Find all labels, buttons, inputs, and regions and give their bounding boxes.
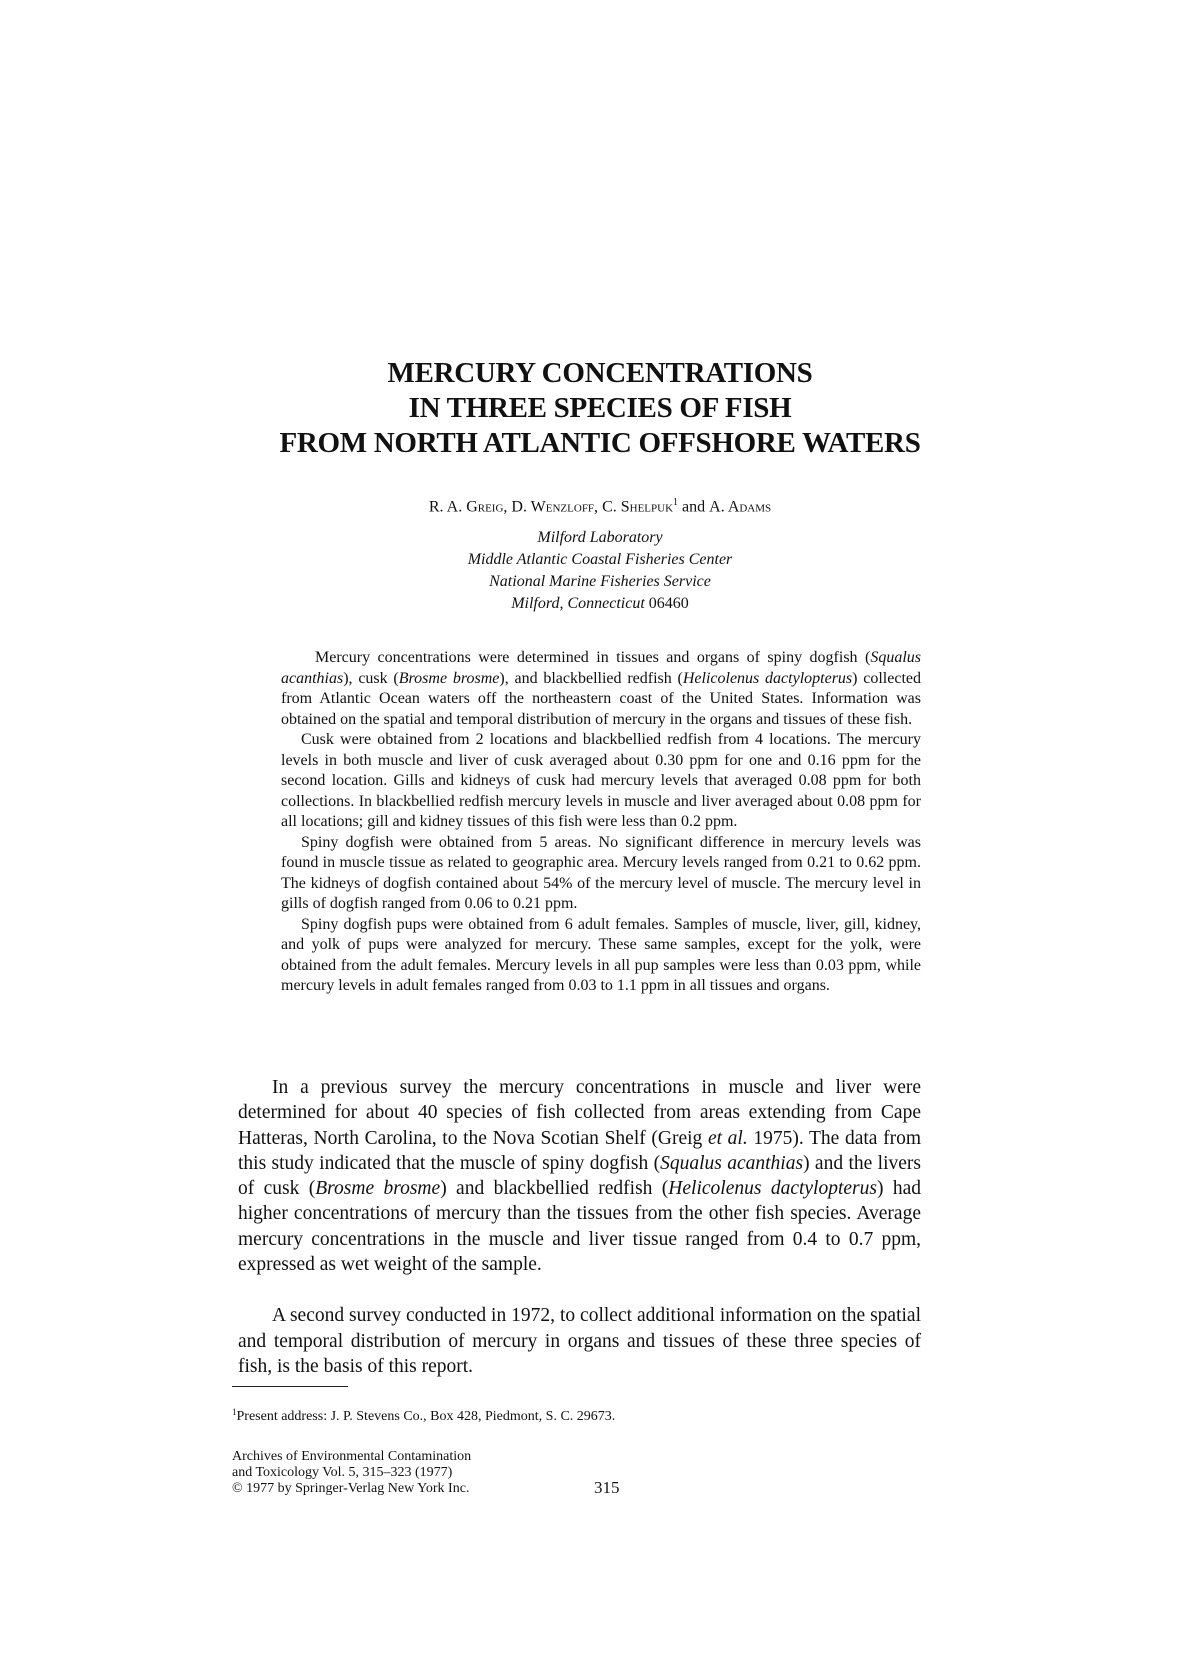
affiliation-line: Milford Laboratory	[537, 529, 663, 546]
species-name: Brosme brosme	[398, 669, 500, 687]
title-line: IN THREE SPECIES OF FISH	[408, 392, 792, 424]
text: ) and blackbellied redfish (	[440, 1178, 669, 1200]
affiliation-zip: 06460	[648, 595, 689, 612]
journal-line: and Toxicology Vol. 5, 315–323 (1977)	[232, 1465, 453, 1480]
author: A. Adams	[709, 498, 772, 516]
affiliation-city: Milford, Connecticut	[511, 595, 645, 612]
text: ), cusk (	[343, 669, 399, 687]
species-name: Squalus acanthias	[281, 649, 921, 687]
title-line: FROM NORTH ATLANTIC OFFSHORE WATERS	[279, 427, 921, 459]
affiliation-line: Middle Atlantic Coastal Fisheries Center	[467, 551, 733, 568]
footnote-divider	[232, 1386, 348, 1387]
text: ) collected from Atlantic Ocean waters off the northeastern coast of the United States. Information was obtained on the spatial and temporal distribution of mercury in the organs and tissues of these fish.	[281, 669, 922, 728]
footnote	[232, 1403, 615, 1426]
text: ), and blackbellied redfish (	[499, 669, 683, 687]
abstract-paragraph: Spiny dogfish were obtained from 5 areas. No significant difference in mercury levels was found in muscle tissue as related to geographic area. Mercury levels ranged from 0.21 to 0.62 ppm. The kidneys of dogfish contained about 54% of the mercury level of muscle. The mercury level in gills of dogfish ranged from 0.06 to 0.21 ppm.	[281, 833, 921, 912]
abstract-paragraph: Cusk were obtained from 2 locations and blackbellied redfish from 4 locations. The mercury levels in both muscle and liver of cusk averaged about 0.30 ppm for one and 0.16 ppm for the second location. Gills and kidneys of cusk had mercury levels that averaged 0.08 ppm for both collections. In blackbellied redfish mercury levels in muscle and liver averaged about 0.08 ppm for all locations; gill and kidney tissues of this fish were less than 0.2 ppm.	[281, 731, 921, 830]
abstract-paragraph	[281, 648, 921, 730]
text: ) had higher concentrations of mercury than the tissues from the other fish species. Average mercury concentrations in the muscle and liver tissue ranged from 0.4 to 0.7 ppm, expressed as wet weight of the sample.	[238, 1178, 921, 1276]
species-name: Helicolenus dactylopterus	[668, 1178, 877, 1200]
text: ) and the livers of cusk (	[238, 1152, 921, 1200]
journal-line: © 1977 by Springer-Verlag New York Inc.	[232, 1481, 470, 1496]
journal-line: Archives of Environmental Contamination	[232, 1449, 472, 1464]
author-list	[0, 493, 1200, 517]
species-name: Squalus acanthias	[660, 1152, 804, 1174]
author: R. A. Greig,	[428, 498, 508, 516]
abstract	[281, 648, 921, 997]
species-name: Brosme brosme	[315, 1178, 441, 1200]
journal-citation	[232, 1449, 471, 1497]
text: 1975). The data from this study indicated that the muscle of spiny dogfish (	[238, 1127, 921, 1174]
page-number: 315	[594, 1478, 620, 1497]
species-name: Helicolenus dactylopterus	[682, 669, 853, 687]
body-paragraph: A second survey conducted in 1972, to collect additional information on the spatial and temporal distribution of mercury in organs and tissues of these three species of fish, is the basis of this report.	[238, 1305, 921, 1377]
footnote-text: Present address: J. P. Stevens Co., Box 428, Piedmont, S. C. 29673.	[236, 1409, 616, 1424]
title-line: MERCURY CONCENTRATIONS	[387, 357, 813, 389]
affiliation-address	[0, 593, 1200, 615]
body-paragraph	[238, 1075, 921, 1277]
author-conjunction: and	[682, 498, 706, 516]
affiliation	[0, 527, 1200, 615]
author: C. Shelpuk	[602, 498, 674, 516]
paper-title	[0, 356, 1200, 461]
citation-etal: et al.	[707, 1127, 748, 1149]
abstract-paragraph: Spiny dogfish pups were obtained from 6 adult females. Samples of muscle, liver, gill, kidney, and yolk of pups were analyzed for mercury. These same samples, except for the yolk, were obtained from the adult females. Mercury levels in all pup samples were less than 0.03 ppm, while mercury levels in adult females ranged from 0.03 to 1.1 ppm in all tissues and organs.	[281, 915, 921, 994]
footnote-mark: 1	[232, 1407, 237, 1417]
text: Mercury concentrations were determined in tissues and organs of spiny dogfish (	[315, 649, 871, 666]
body-text	[238, 1075, 921, 1405]
affiliation-line: National Marine Fisheries Service	[489, 573, 711, 590]
author: D. Wenzloff,	[511, 498, 599, 516]
footnote-mark: 1	[673, 497, 679, 508]
text: In a previous survey the mercury concentrations in muscle and liver were determined for about 40 species of fish collected from areas extending from Cape Hatteras, North Carolina, to the Nova Scotian Shelf (Greig	[238, 1077, 921, 1149]
